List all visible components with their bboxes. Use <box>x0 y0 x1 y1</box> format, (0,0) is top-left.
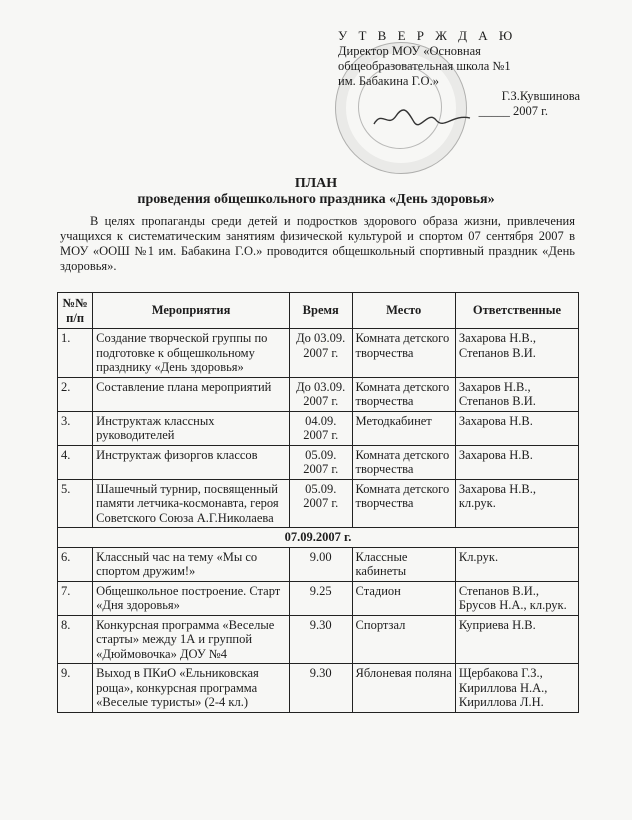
cell-place: Комната детского творчества <box>352 329 455 378</box>
intro-paragraph: В целях пропаганды среди детей и подростков здорового образа жизни, привлечения учащихся к систематическим занятиям физической культурой и спортом 07 сентября 2007 в МОУ «ООШ №1 им. Бабакина Г.О.» проводится общешкольный спортивный праздник «День здоровья». <box>60 214 575 273</box>
table-row <box>58 329 579 378</box>
cell-number: 4. <box>58 445 93 479</box>
table-header-row <box>58 293 579 329</box>
cell-event: Инструктаж классных руководителей <box>93 411 290 445</box>
cell-responsible: Захарова Н.В., Степанов В.И. <box>455 329 578 378</box>
approval-heading: У Т В Е Р Ж Д А Ю <box>338 28 517 43</box>
header-place: Место <box>352 293 455 329</box>
header-event: Мероприятия <box>93 293 290 329</box>
approval-line-1: Директор МОУ «Основная <box>338 44 481 58</box>
cell-number: 9. <box>58 664 93 713</box>
cell-place: Комната детского творчества <box>352 479 455 528</box>
title-line-2: проведения общешкольного праздника «День здоровья» <box>137 192 495 207</box>
cell-time: До 03.09. 2007 г. <box>289 377 352 411</box>
header-number: №№ п/п <box>58 293 93 329</box>
cell-responsible: Захарова Н.В. <box>455 411 578 445</box>
cell-event: Общешкольное построение. Старт «Дня здоровья» <box>93 581 290 615</box>
cell-number: 2. <box>58 377 93 411</box>
cell-event: Шашечный турнир, посвященный памяти летчика-космонавта, героя Советского Союза А.Г.Николаева <box>93 479 290 528</box>
cell-responsible: Степанов В.И., Брусов Н.А., кл.рук. <box>455 581 578 615</box>
cell-place: Спортзал <box>352 615 455 664</box>
day-label: 07.09.2007 г. <box>58 528 579 548</box>
table-day-row <box>58 528 579 548</box>
table-row <box>58 664 579 713</box>
cell-number: 7. <box>58 581 93 615</box>
cell-event: Конкурсная программа «Веселые старты» между 1А и группой «Дюймовочка» ДОУ №4 <box>93 615 290 664</box>
cell-event: Выход в ПКиО «Ельниковская роща», конкурсная программа «Веселые туристы» (2-4 кл.) <box>93 664 290 713</box>
approval-date: _____ 2007 г. <box>478 104 548 118</box>
cell-number: 8. <box>58 615 93 664</box>
table-row <box>58 411 579 445</box>
cell-time: 9.30 <box>289 615 352 664</box>
approval-line-3: им. Бабакина Г.О.» <box>338 74 439 88</box>
cell-responsible: Куприева Н.В. <box>455 615 578 664</box>
cell-event: Создание творческой группы по подготовке к общешкольному празднику «День здоровья» <box>93 329 290 378</box>
header-responsible: Ответственные <box>455 293 578 329</box>
cell-place: Комната детского творчества <box>352 377 455 411</box>
cell-time: 9.00 <box>289 547 352 581</box>
cell-responsible: Захаров Н.В., Степанов В.И. <box>455 377 578 411</box>
cell-event: Инструктаж физоргов классов <box>93 445 290 479</box>
table-row <box>58 479 579 528</box>
events-table <box>57 292 579 713</box>
cell-number: 1. <box>58 329 93 378</box>
table-row <box>58 377 579 411</box>
title-line-1: ПЛАН <box>294 176 338 191</box>
cell-event: Составление плана мероприятий <box>93 377 290 411</box>
table-row <box>58 615 579 664</box>
cell-time: 05.09. 2007 г. <box>289 479 352 528</box>
approval-block <box>338 28 600 119</box>
cell-time: 9.30 <box>289 664 352 713</box>
approval-line-2: общеобразовательная школа №1 <box>338 59 511 73</box>
document-title <box>0 176 632 208</box>
cell-time: До 03.09. 2007 г. <box>289 329 352 378</box>
cell-number: 6. <box>58 547 93 581</box>
cell-time: 9.25 <box>289 581 352 615</box>
cell-time: 05.09. 2007 г. <box>289 445 352 479</box>
cell-responsible: Щербакова Г.З., Кириллова Н.А., Кириллова Л.Н. <box>455 664 578 713</box>
table-row <box>58 547 579 581</box>
cell-place: Комната детского творчества <box>352 445 455 479</box>
cell-responsible: Захарова Н.В., кл.рук. <box>455 479 578 528</box>
cell-number: 5. <box>58 479 93 528</box>
cell-place: Стадион <box>352 581 455 615</box>
cell-place: Классные кабинеты <box>352 547 455 581</box>
cell-responsible: Кл.рук. <box>455 547 578 581</box>
cell-time: 04.09. 2007 г. <box>289 411 352 445</box>
table-row <box>58 445 579 479</box>
approval-signature-name: Г.З.Кувшинова <box>501 89 580 103</box>
header-time: Время <box>289 293 352 329</box>
cell-event: Классный час на тему «Мы со спортом дружим!» <box>93 547 290 581</box>
cell-number: 3. <box>58 411 93 445</box>
cell-place: Методкабинет <box>352 411 455 445</box>
cell-responsible: Захарова Н.В. <box>455 445 578 479</box>
table-row <box>58 581 579 615</box>
cell-place: Яблоневая поляна <box>352 664 455 713</box>
